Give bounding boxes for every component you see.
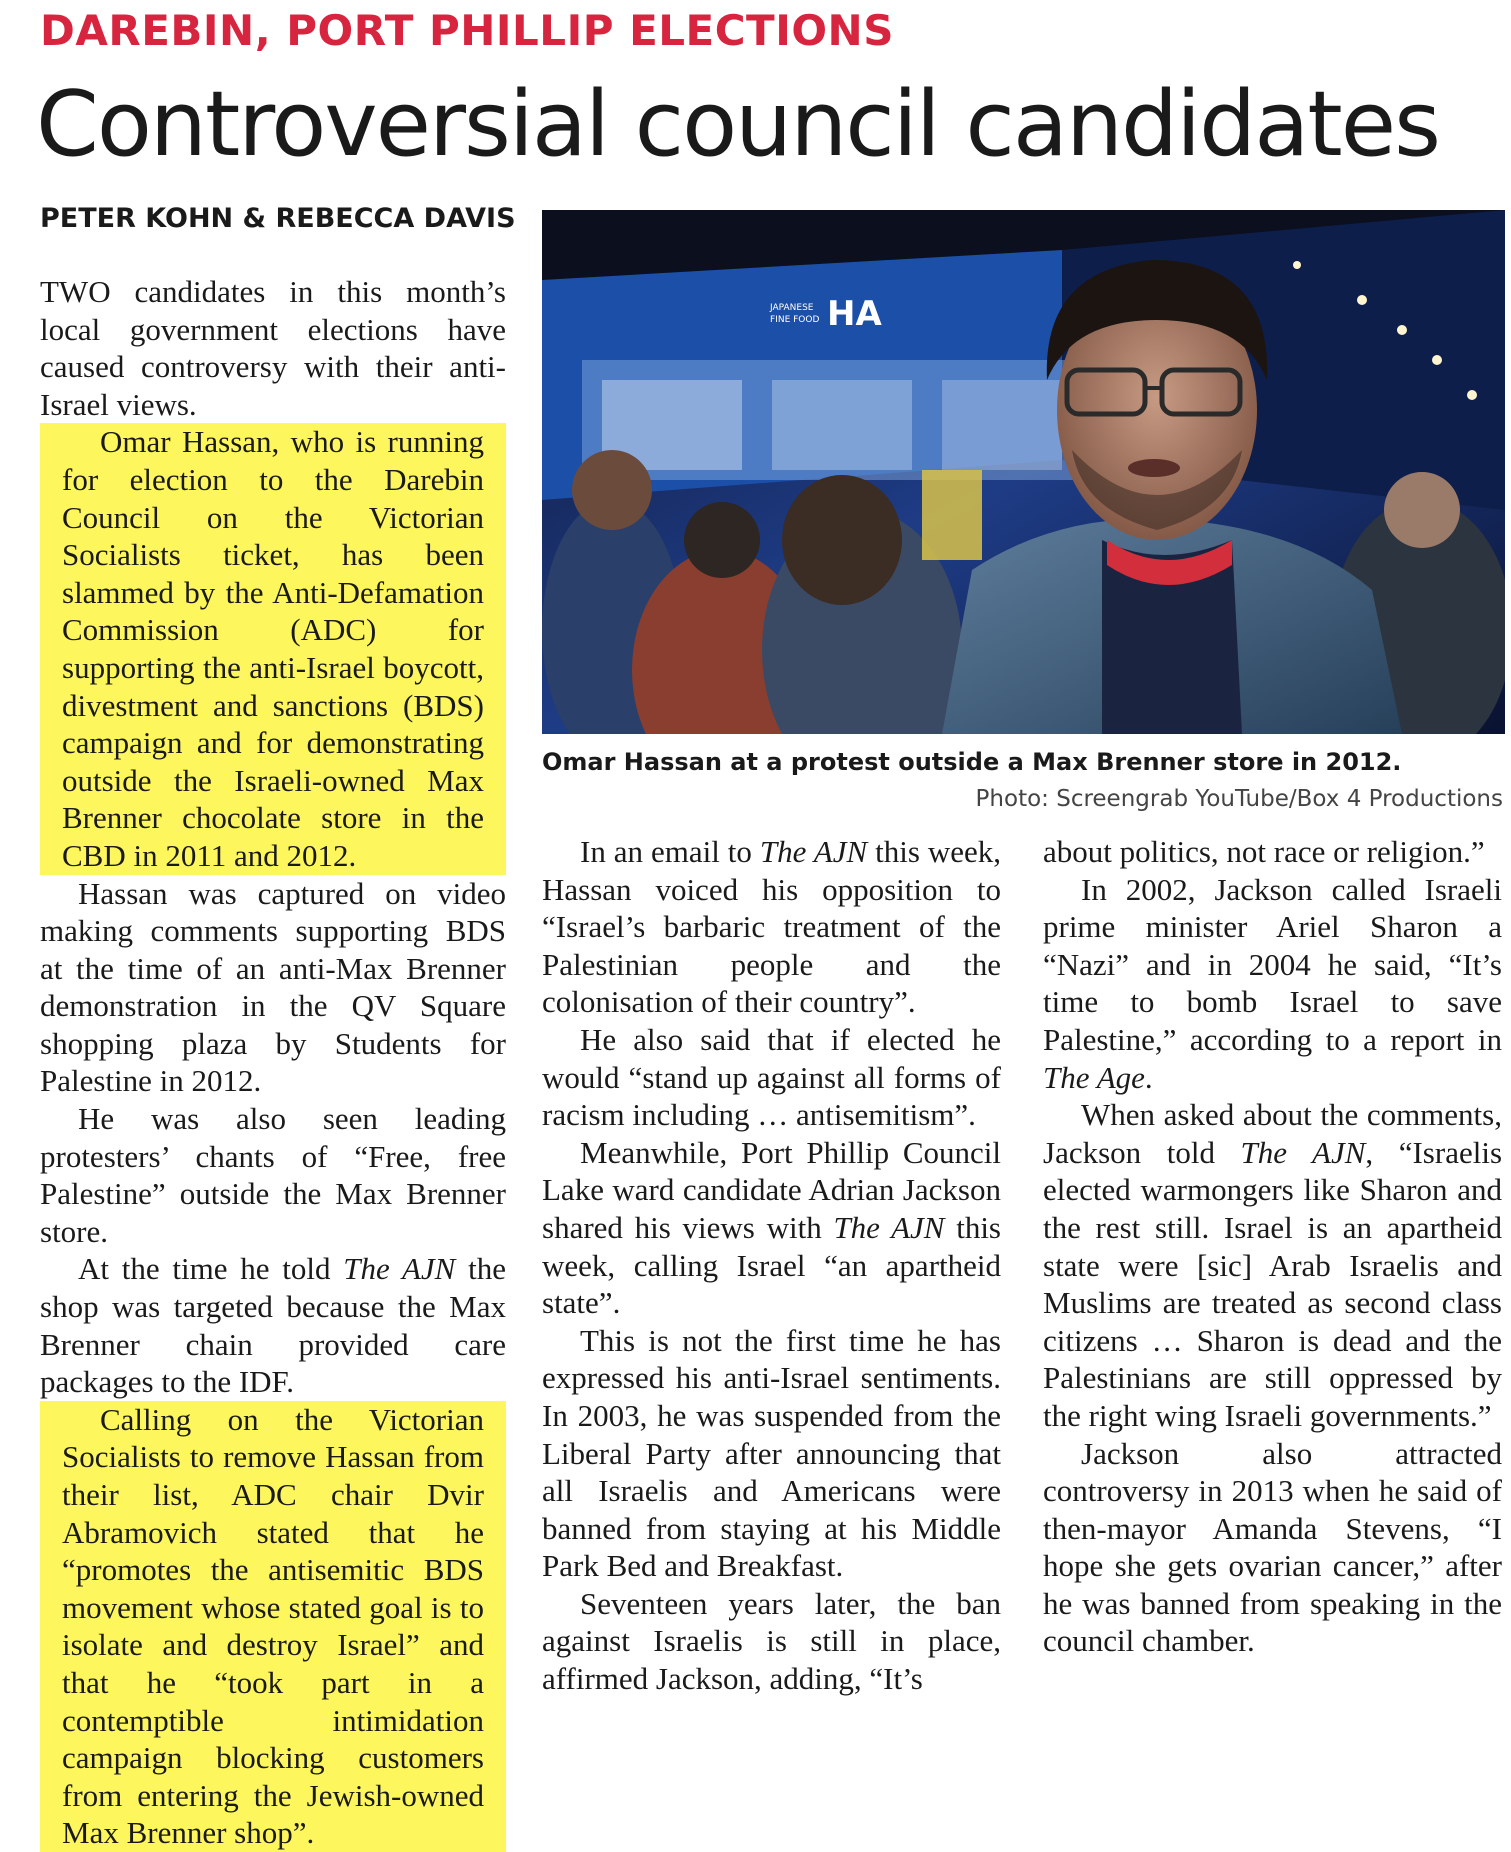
paragraph: Jackson also attracted controversy in 2013 when he said of then-mayor Amanda Stevens, “I hope she gets ovarian cancer,” after he was banned from speaking in the council chamber. — [1043, 1435, 1502, 1659]
text-run: . — [1144, 1059, 1153, 1095]
article-column-2 — [542, 833, 1001, 1698]
headline: Controversial council candidates — [36, 72, 1439, 177]
paragraph — [542, 833, 1001, 1021]
protest-photo-illustration — [542, 210, 1505, 734]
byline: PETER KOHN & REBECCA DAVIS — [40, 203, 516, 234]
publication-name: The Age — [1043, 1059, 1145, 1095]
article-photo — [542, 210, 1505, 734]
paragraph — [40, 1250, 506, 1400]
publication-name: The AJN — [759, 834, 868, 869]
store-sign-text: HA — [827, 294, 882, 334]
text-run: In 2002, Jackson called Israeli prime minister Ariel Sharon a “Nazi” and in 2004 he said, “It’s time to bomb Israel to save Palestine,” according to a report in — [1043, 871, 1502, 1057]
text-run: this week, Hassan voiced his opposition to “Israel’s barbaric treatment of the Palestinian people and the colonisation of their country”. — [542, 834, 1001, 1020]
publication-name: The AJN — [1240, 1134, 1366, 1170]
highlighted-paragraph: Omar Hassan, who is running for election to the Darebin Council on the Victorian Socialists ticket, has been slammed by the Anti-Defamation Commission (ADC) for supporting the anti-Israel boycott, divestment and sanctions (BDS) campaign and for demonstrating outside the Israeli-owned Max Brenner chocolate store in the CBD in 2011 and 2012. — [40, 423, 506, 874]
text-run: When asked about the comments, Jackson told — [1043, 1097, 1502, 1170]
paragraph: This is not the first time he has expressed his anti-Israel sentiments. In 2003, he was suspended from the Liberal Party after announcing that all Israelis and Americans were banned from staying at his Middle Park Bed and Breakfast. — [542, 1322, 1001, 1584]
publication-name: The AJN — [343, 1251, 456, 1287]
section-kicker: DAREBIN, PORT PHILLIP ELECTIONS — [40, 6, 894, 55]
text-run: At the time he told — [78, 1251, 344, 1287]
paragraph: about politics, not race or religion.” — [1043, 834, 1485, 869]
sign-small-text-1: JAPANESE — [770, 303, 814, 313]
photo-credit: Photo: Screengrab YouTube/Box 4 Productions — [975, 786, 1503, 812]
paragraph: Hassan was captured on video making comments supporting BDS at the time of an anti-Max Brenner demonstration in the QV Square shopping plaza by Students for Palestine in 2012. — [40, 875, 506, 1099]
paragraph — [1043, 871, 1502, 1097]
highlighted-paragraph: Calling on the Victorian Socialists to remove Hassan from their list, ADC chair Dvir Abramovich stated that he “promotes the antisemitic BDS movement whose stated goal is to isolate and destroy Israel” and that he “took part in a contemptible intimidation campaign blocking customers from entering the Jewish-owned Max Brenner shop”. — [40, 1401, 506, 1852]
text-run: Meanwhile, Port Phillip Council Lake ward candidate Adrian Jackson shared his views with — [542, 1134, 1001, 1245]
text-run: , “Israelis elected warmongers like Sharon and the rest still. Israel is an apartheid state were [sic] Arab Israelis and Muslims are treated as second class citizens … Sharon is dead and the Palestinians are still oppressed by the right wing Israeli governments.” — [1043, 1134, 1503, 1433]
publication-name: The AJN — [833, 1209, 945, 1245]
text-run: this week, calling Israel “an apartheid state”. — [542, 1209, 1002, 1321]
paragraph: He was also seen leading protesters’ chants of “Free, free Palestine” outside the Max Brenner store. — [40, 1101, 506, 1249]
text-run: In an email to — [580, 834, 760, 869]
paragraph: TWO candidates in this month’s local government elections have caused controversy with their anti-Israel views. — [40, 274, 506, 422]
article-column-1 — [40, 273, 506, 1852]
sign-small-text-2: FINE FOOD — [770, 315, 820, 325]
paragraph: Seventeen years later, the ban against Israelis is still in place, affirmed Jackson, adding, “It’s — [542, 1585, 1001, 1697]
photo-caption: Omar Hassan at a protest outside a Max Brenner store in 2012. — [542, 748, 1402, 776]
article-column-3 — [1043, 833, 1502, 1660]
paragraph — [542, 1134, 1001, 1322]
text-run: the shop was targeted because the Max Brenner chain provided care packages to the IDF. — [40, 1251, 506, 1400]
paragraph — [1043, 1096, 1502, 1434]
paragraph: He also said that if elected he would “stand up against all forms of racism including … antisemitism”. — [542, 1021, 1001, 1133]
